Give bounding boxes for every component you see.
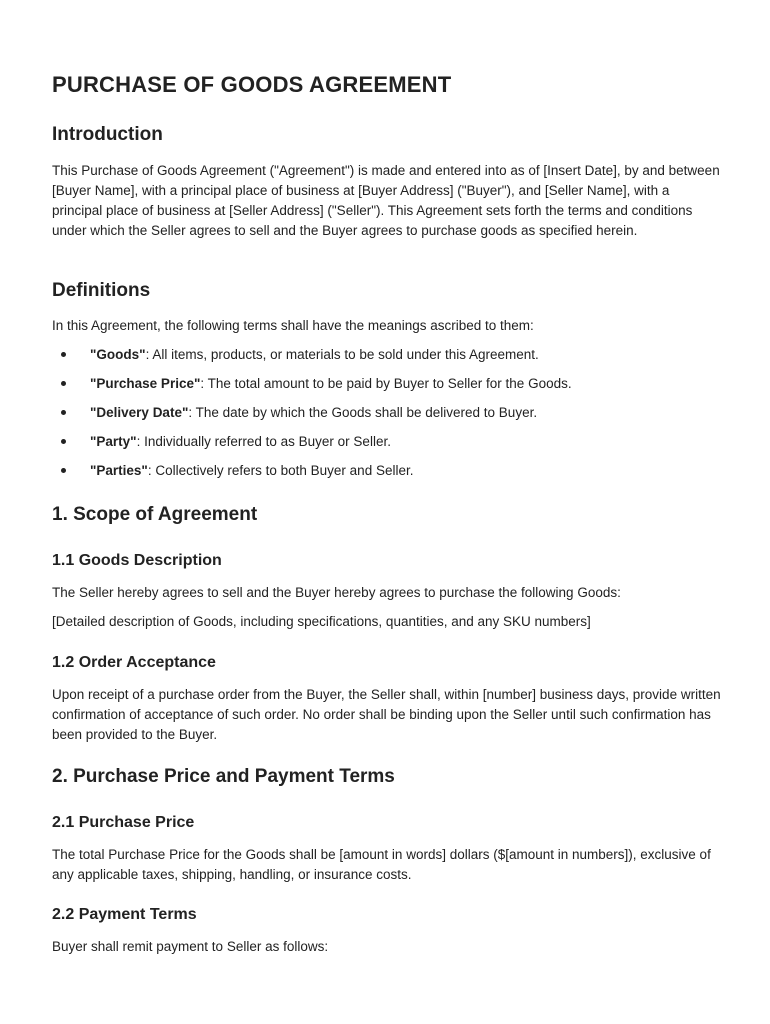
definition-text: : All items, products, or materials to be sold under this Agreement. xyxy=(145,347,539,362)
definition-text: : Individually referred to as Buyer or Seller. xyxy=(136,434,391,449)
payment-terms-text: Buyer shall remit payment to Seller as follows: xyxy=(52,939,329,954)
definition-term: "Purchase Price" xyxy=(90,376,201,391)
definition-text: : Collectively refers to both Buyer and Seller. xyxy=(147,463,414,478)
payment-terms-heading: 2.2 Payment Terms xyxy=(52,906,197,923)
goods-description-text: The Seller hereby agrees to sell and the Buyer hereby agrees to purchase the following Goods: xyxy=(52,585,621,600)
goods-description-placeholder: [Detailed description of Goods, including specifications, quantities, and any SKU numbers] xyxy=(52,614,591,629)
definition-text: : The total amount to be paid by Buyer to Seller for the Goods. xyxy=(200,376,572,391)
purchase-price-section-heading: 2. Purchase Price and Payment Terms xyxy=(52,766,395,787)
scope-heading: 1. Scope of Agreement xyxy=(52,504,258,525)
order-acceptance-heading: 1.2 Order Acceptance xyxy=(52,654,216,671)
definitions-heading: Definitions xyxy=(52,280,151,301)
document-title: PURCHASE OF GOODS AGREEMENT xyxy=(52,72,452,97)
purchase-price-text: The total Purchase Price for the Goods shall be [amount in words] dollars ($[amount in numbers]), exclusive of any applicable taxes, shipping, handling, or insurance costs. xyxy=(52,847,711,882)
bullet-icon xyxy=(61,352,66,357)
definition-term: "Party" xyxy=(90,434,137,449)
bullet-icon xyxy=(61,381,66,386)
order-acceptance-text: Upon receipt of a purchase order from the Buyer, the Seller shall, within [number] business days, provide written confirmation of acceptance of such order. No order shall be binding upon the Seller until such confirmation has been provided to the Buyer. xyxy=(52,687,721,742)
definition-item xyxy=(52,403,537,423)
definition-text: : The date by which the Goods shall be delivered to Buyer. xyxy=(188,405,538,420)
purchase-price-heading: 2.1 Purchase Price xyxy=(52,814,195,831)
definition-term: "Delivery Date" xyxy=(90,405,189,420)
definition-item xyxy=(52,345,539,365)
definitions-lead: In this Agreement, the following terms shall have the meanings ascribed to them: xyxy=(52,318,534,333)
definition-term: "Goods" xyxy=(90,347,146,362)
definition-item xyxy=(52,432,391,452)
definition-item xyxy=(52,374,572,394)
bullet-icon xyxy=(61,410,66,415)
bullet-icon xyxy=(61,439,66,444)
introduction-text: This Purchase of Goods Agreement ("Agreement") is made and entered into as of [Insert Date], by and between [Buyer Name], with a principal place of business at [Buyer Address] ("Buyer"), and [Seller Name], with a principal place of business at [Seller Address] ("Seller"). This Agreement sets forth the terms and conditions under which the Seller agrees to sell and the Buyer agrees to purchase goods as specified herein. xyxy=(52,163,720,238)
goods-description-heading: 1.1 Goods Description xyxy=(52,552,222,569)
bullet-icon xyxy=(61,468,66,473)
introduction-heading: Introduction xyxy=(52,124,163,145)
definition-item xyxy=(52,461,413,481)
definition-term: "Parties" xyxy=(90,463,148,478)
